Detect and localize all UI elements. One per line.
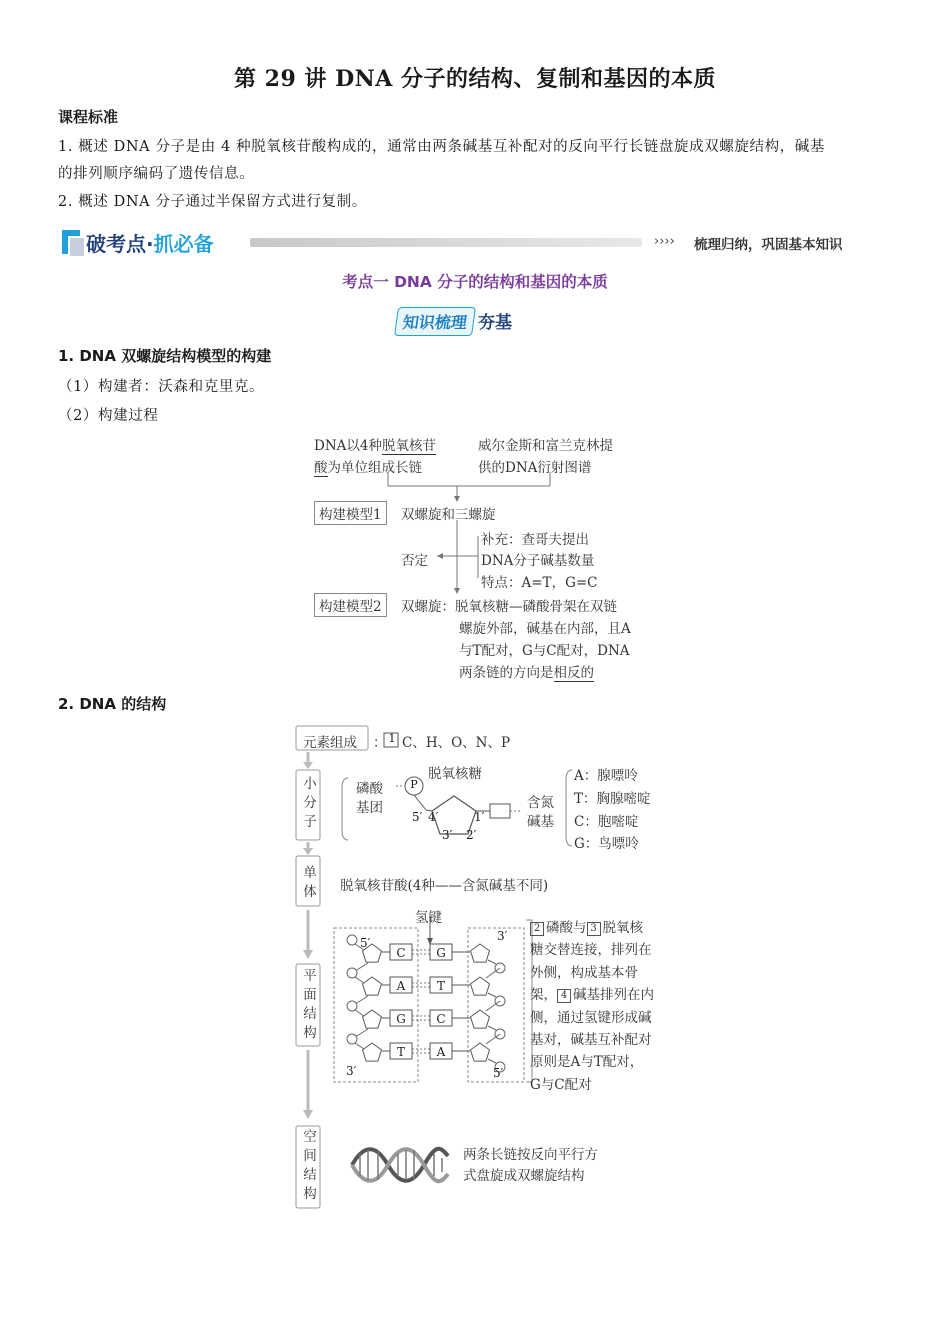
flow1-top-left-2: 为单位组成长链 xyxy=(327,460,422,476)
banner-subtitle: 梳理归纳，巩固基本知识 xyxy=(694,237,843,253)
sugar-right-2 xyxy=(471,1010,490,1028)
right-base-3: A xyxy=(436,1045,446,1059)
carbon-1: 1′ xyxy=(474,810,485,824)
desc-seg-4: 本骨架， xyxy=(530,964,638,1004)
phosphate-1: 磷酸 xyxy=(356,781,383,797)
elem-colon: ： xyxy=(373,735,387,751)
left-base-2: G xyxy=(396,1012,406,1026)
standard-line-2: 2. 概述 DNA 分子通过半保留方式进行复制。 xyxy=(58,194,367,210)
flow1-model2-1: 双螺旋：脱氧核糖—磷酸骨架在双链 xyxy=(401,599,617,615)
flow1-model2-2: 螺旋外部，碱基在内部，且A xyxy=(459,621,631,637)
banner-bar xyxy=(250,238,642,247)
desc-seg-0: 磷酸与 xyxy=(546,920,587,936)
double-helix-icon xyxy=(350,1142,450,1188)
space-text-1: 两条长链按反向平行方 xyxy=(463,1147,598,1163)
end-5-right: 5′ xyxy=(493,1066,504,1080)
desc-seg-1: 脱氧 xyxy=(602,920,630,936)
desc-seg-5: 碱基排 xyxy=(573,987,614,1004)
flow1-top-right-1: 威尔金斯和富兰克林提 xyxy=(478,438,613,454)
sec2-heading: 2. DNA 的结构 xyxy=(58,695,167,713)
flow1-model2-4: 两条链的方向是 xyxy=(459,665,554,681)
elem-label: 元素组成 xyxy=(303,735,357,751)
sugar-label: 脱氧核糖 xyxy=(428,766,482,782)
unit-text: 脱氧核苷酸(4种——含氮碱基不同) xyxy=(340,878,549,894)
sugar-left-1 xyxy=(363,977,382,995)
right-base-2: C xyxy=(436,1012,446,1026)
zhishi-badge xyxy=(396,307,512,335)
desc-num-3: 3 xyxy=(587,922,601,936)
flow1-model2-3: 与T配对，G与C配对，DNA xyxy=(459,643,630,659)
p-symbol: P xyxy=(410,778,418,791)
desc-seg-6: 列在内侧，通过氢 xyxy=(530,987,654,1026)
plane-description xyxy=(530,917,654,1096)
flow1-model2-4u: 相反的 xyxy=(553,665,594,681)
sugar-left-3 xyxy=(363,1043,382,1061)
elem-text: C、H、O、N、P xyxy=(402,735,511,751)
sec1-item-2: （2）构建过程 xyxy=(58,408,159,424)
sec1-item-1: （1）构建者：沃森和克里克。 xyxy=(58,379,265,395)
carbon-3: 3′ xyxy=(442,828,453,842)
plane-label: 平面结构 xyxy=(303,968,317,1041)
standard-heading: 课程标准 xyxy=(58,108,119,126)
flow1-top-right-2: 供的DNA衍射图谱 xyxy=(478,460,592,476)
flow1-deny: 否定 xyxy=(401,553,428,569)
space-label: 空间结构 xyxy=(303,1129,317,1202)
flow1-supp-2: DNA分子碱基数量 xyxy=(481,553,595,569)
zhishi-box: 知识梳理 xyxy=(394,307,476,336)
left-base-1: A xyxy=(396,979,406,993)
desc-num-2: 2 xyxy=(530,922,544,936)
flow1-top-left-2u: 酸 xyxy=(314,460,328,476)
desc-seg-3: 列在外侧，构成基 xyxy=(530,942,652,981)
flow1-supp-1: 补充：查哥夫提出 xyxy=(481,532,589,548)
base-c: C：胞嘧啶 xyxy=(574,814,639,830)
desc-seg-9: 是A与T配对，G xyxy=(530,1054,644,1093)
banner-title: 破考点·抓必备 xyxy=(86,232,214,256)
phosphate-left-2 xyxy=(347,1001,357,1011)
section-banner xyxy=(58,226,858,260)
flow1-model1-box: 构建模型1 xyxy=(314,501,387,525)
banner-arrows: ›››› xyxy=(654,234,675,249)
elem-num: 1 xyxy=(388,732,396,745)
base-label-2: 碱基 xyxy=(527,814,554,830)
sugar-left-2 xyxy=(363,1010,382,1028)
banner-icon xyxy=(58,228,86,258)
carbon-5: 5′ xyxy=(412,810,423,824)
small-molecule-label: 小分子 xyxy=(303,776,317,830)
space-text-2: 式盘旋成双螺旋结构 xyxy=(463,1168,585,1184)
desc-num-4: 4 xyxy=(557,989,571,1003)
unit-label: 单体 xyxy=(303,865,317,900)
flow1-top-left-1u: 脱氧核苷 xyxy=(381,438,436,454)
sugar-right-1 xyxy=(471,977,490,995)
left-base-0: C xyxy=(396,946,406,960)
flow1-model1-text: 双螺旋和三螺旋 xyxy=(401,507,496,523)
right-base-1: T xyxy=(436,979,446,993)
hbond-label: 氢键 xyxy=(415,910,442,926)
base-a: A：腺嘌呤 xyxy=(574,768,638,784)
zhishi-tail: 夯基 xyxy=(478,313,513,333)
carbon-4: 4′ xyxy=(428,810,439,824)
desc-seg-10: 与C配对 xyxy=(540,1076,592,1093)
sugar-right-3 xyxy=(471,1043,490,1061)
base-t: T：胸腺嘧啶 xyxy=(574,791,651,807)
flow1-supp-3: 特点：A=T，G=C xyxy=(481,575,598,591)
phosphate-2: 基团 xyxy=(356,800,383,816)
end-3-right: 3′ xyxy=(497,929,508,943)
standard-line-1b: 的排列顺序编码了遗传信息。 xyxy=(58,166,255,182)
base-g: G：鸟嘌呤 xyxy=(574,836,639,852)
flow1-model2-box: 构建模型2 xyxy=(314,593,387,617)
desc-seg-7: 键形成碱基对，碱 xyxy=(530,1009,652,1049)
phosphate-left-1 xyxy=(347,968,357,978)
end-3-left: 3′ xyxy=(346,1064,357,1078)
kaodian-heading: 考点一 DNA 分子的结构和基因的本质 xyxy=(342,273,608,291)
page-title: 第 29 讲 DNA 分子的结构、复制和基因的本质 xyxy=(233,66,716,92)
end-5-left: 5′ xyxy=(360,936,371,950)
carbon-2: 2′ xyxy=(466,828,477,842)
right-base-0: G xyxy=(436,946,446,960)
sec1-heading: 1. DNA 双螺旋结构模型的构建 xyxy=(58,347,272,365)
base-label-1: 含氮 xyxy=(527,795,554,811)
desc-seg-2: 核糖交替连接，排 xyxy=(530,920,643,959)
flow1-top-left-1: DNA以4种 xyxy=(314,438,382,454)
standard-line-1a: 1. 概述 DNA 分子是由 4 种脱氧核苷酸构成的，通常由两条碱基互补配对的反向平行长链盘旋成双螺旋结构，碱基 xyxy=(58,139,825,155)
sugar-right-0 xyxy=(471,944,490,962)
phosphate-left-3 xyxy=(347,1034,357,1044)
left-base-3: T xyxy=(396,1045,406,1059)
phosphate-left-0 xyxy=(347,935,357,945)
desc-seg-8: 基互补配对原则 xyxy=(530,1032,652,1071)
